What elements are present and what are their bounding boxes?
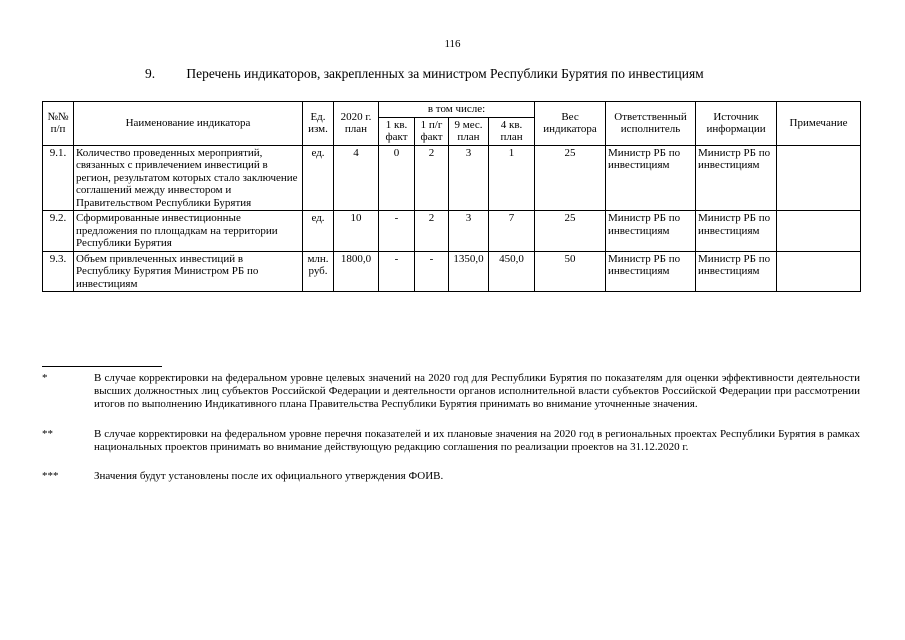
row-unit: ед.	[303, 211, 334, 252]
row-q4: 7	[489, 211, 535, 252]
footnote-text: В случае корректировки на федеральном уровне целевых значений на 2020 год для Республики Бурятия по показателям для оценки эффективности деятельности высших должностных лиц субъектов Российской Федерации и деятельности органов исполнительной власти субъектов Российской Федерации при рассмотрении итогов по выполнению Индикативного плана Правительства Республики Бурятия принимать во внимание уточненные значения.	[94, 372, 860, 411]
footnote-mark: ***	[42, 470, 59, 483]
row-weight: 25	[535, 211, 606, 252]
footnote-mark: **	[42, 427, 53, 440]
header-source: Источник информации	[696, 102, 777, 146]
section-heading	[145, 66, 704, 82]
row-source: Министр РБ по инвестициям	[696, 251, 777, 292]
section-number: 9.	[145, 66, 156, 81]
footnote-text: Значения будут установлены после их официального утверждения ФОИВ.	[94, 470, 444, 483]
row-weight: 25	[535, 145, 606, 211]
table-row	[43, 211, 861, 252]
row-q1: -	[379, 211, 415, 252]
header-num: №№ п/п	[43, 102, 74, 146]
row-source: Министр РБ по инвестициям	[696, 211, 777, 252]
table-header-row	[43, 102, 861, 118]
indicators-table	[42, 101, 861, 292]
row-9m: 3	[449, 145, 489, 211]
row-plan-2020: 10	[334, 211, 379, 252]
row-weight: 50	[535, 251, 606, 292]
header-including: в том числе:	[379, 102, 535, 118]
header-weight: Вес индикатора	[535, 102, 606, 146]
row-h1: 2	[415, 145, 449, 211]
row-plan-2020: 4	[334, 145, 379, 211]
row-unit: ед.	[303, 145, 334, 211]
footnote-text: В случае корректировки на федеральном уровне перечня показателей и их плановые значения на 2020 год в региональных проектах Республики Бурятия в рамках национальных проектов принимать во внимание действующую редакцию соглашения по реализации проектов на 31.12.2020 г.	[94, 427, 860, 453]
row-num: 9.3.	[43, 251, 74, 292]
row-responsible: Министр РБ по инвестициям	[606, 251, 696, 292]
row-note	[777, 251, 861, 292]
row-name: Сформированные инвестиционные предложения по площадкам на территории Республики Бурятия	[74, 211, 303, 252]
page-number: 116	[444, 38, 461, 50]
footnote	[42, 428, 860, 454]
row-q1: 0	[379, 145, 415, 211]
footnote-rule	[42, 366, 162, 367]
row-source: Министр РБ по инвестициям	[696, 145, 777, 211]
footnotes	[42, 366, 860, 499]
row-name: Объем привлеченных инвестиций в Республику Бурятия Министром РБ по инвестициям	[74, 251, 303, 292]
section-title: Перечень индикаторов, закрепленных за министром Республики Бурятия по инвестициям	[186, 66, 704, 81]
header-note: Примечание	[777, 102, 861, 146]
footnote-mark: *	[42, 372, 48, 384]
header-h1: 1 п/г факт	[415, 117, 449, 145]
row-q4: 1	[489, 145, 535, 211]
row-9m: 3	[449, 211, 489, 252]
row-num: 9.2.	[43, 211, 74, 252]
header-unit: Ед. изм.	[303, 102, 334, 146]
row-note	[777, 211, 861, 252]
header-q1: 1 кв. факт	[379, 117, 415, 145]
header-9m: 9 мес. план	[449, 117, 489, 145]
row-plan-2020: 1800,0	[334, 251, 379, 292]
table-row	[43, 145, 861, 211]
row-responsible: Министр РБ по инвестициям	[606, 211, 696, 252]
row-name: Количество проведенных мероприятий, связанных с привлечением инвестиций в регион, результатом которых стало заключение соглашений между инвестором и Правительством Республики Бурятия	[74, 145, 303, 211]
row-unit: млн. руб.	[303, 251, 334, 292]
row-h1: -	[415, 251, 449, 292]
row-q1: -	[379, 251, 415, 292]
header-responsible: Ответственный исполнитель	[606, 102, 696, 146]
row-q4: 450,0	[489, 251, 535, 292]
header-plan-2020: 2020 г. план	[334, 102, 379, 146]
table-row	[43, 251, 861, 292]
row-9m: 1350,0	[449, 251, 489, 292]
footnote	[42, 470, 860, 483]
row-note	[777, 145, 861, 211]
row-h1: 2	[415, 211, 449, 252]
header-name: Наименование индикатора	[74, 102, 303, 146]
row-num: 9.1.	[43, 145, 74, 211]
header-q4: 4 кв. план	[489, 117, 535, 145]
row-responsible: Министр РБ по инвестициям	[606, 145, 696, 211]
footnote	[42, 372, 860, 412]
